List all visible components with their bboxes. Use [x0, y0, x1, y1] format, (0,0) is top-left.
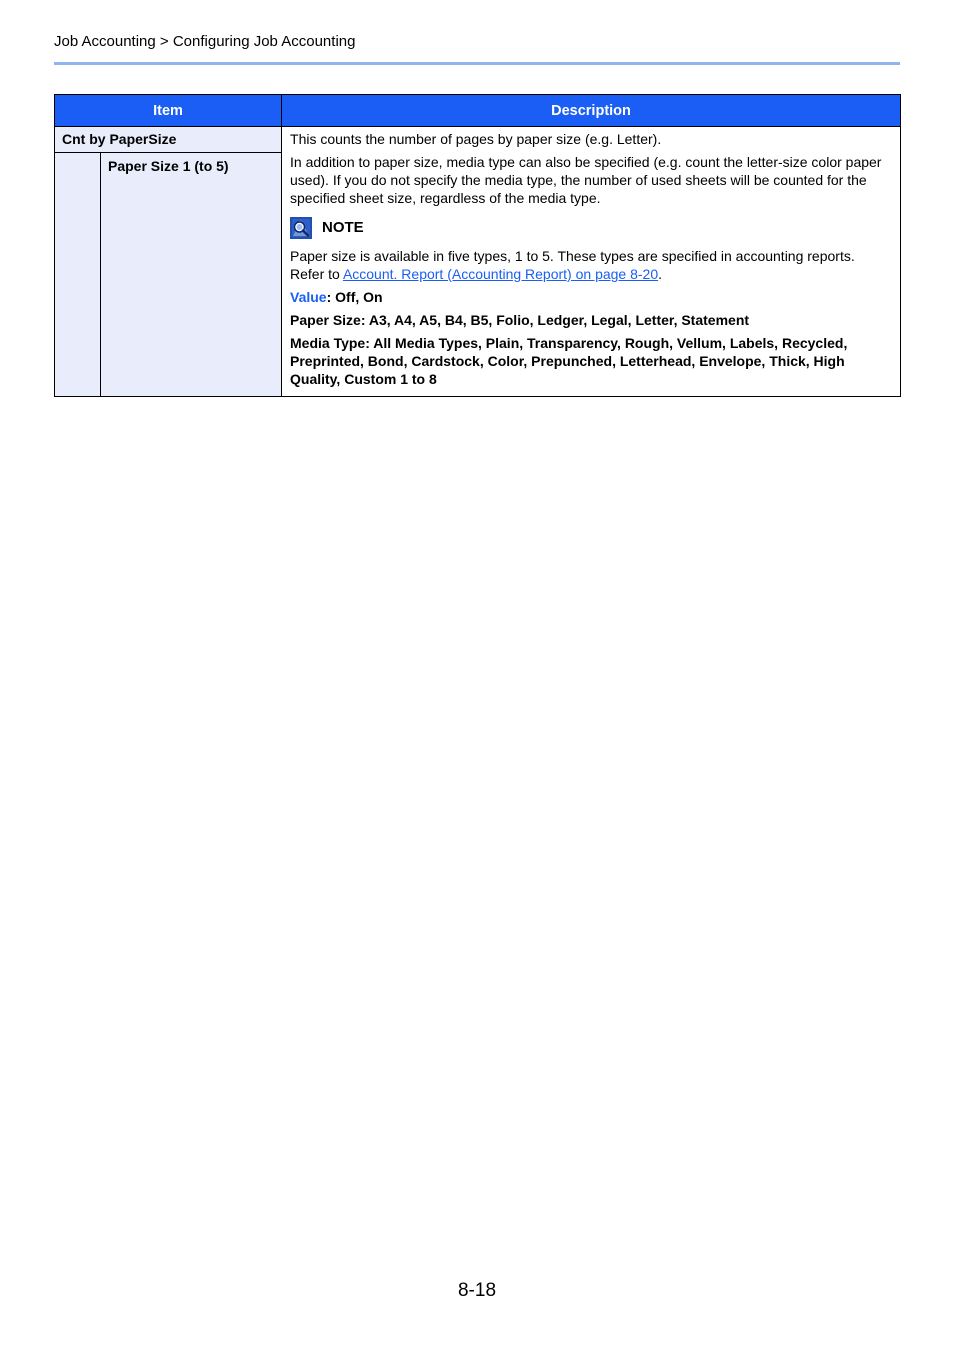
- description-summary: This counts the number of pages by paper size (e.g. Letter).: [290, 131, 662, 147]
- accounting-report-link[interactable]: Account. Report (Accounting Report) on page 8-20: [342, 266, 659, 282]
- table-header-row: [55, 95, 901, 127]
- note-magnifier-icon: [290, 217, 312, 239]
- item-paper-size-1-to-5: Paper Size 1 (to 5): [101, 153, 282, 397]
- paper-size-options: Paper Size: A3, A4, A5, B4, B5, Folio, Ledger, Legal, Letter, Statement: [290, 312, 750, 328]
- note-text: [290, 247, 892, 283]
- table-row: [55, 127, 901, 153]
- header-divider: [54, 62, 900, 65]
- indent-spacer: [55, 153, 101, 397]
- note-text-before-link: Paper size is available in five types, 1 to 5. These types are specified in accounting reports. Refer to: [290, 248, 855, 282]
- note-text-after-link: .: [658, 266, 663, 282]
- breadcrumb: Job Accounting > Configuring Job Accounting: [54, 33, 356, 50]
- page-number: 8-18: [457, 1280, 497, 1301]
- value-options: : Off, On: [326, 289, 383, 305]
- value-label: Value: [290, 289, 327, 305]
- description-detail: In addition to paper size, media type can also be specified (e.g. count the letter-size color paper used). If you do not specify the media type, the number of used sheets will be counted for the specified sheet size, regardless of the media type.: [290, 154, 882, 206]
- note-header: [290, 216, 892, 240]
- note-label: NOTE: [322, 219, 364, 236]
- value-line: [290, 288, 892, 306]
- settings-table: [54, 94, 901, 397]
- media-type-options: Media Type: All Media Types, Plain, Transparency, Rough, Vellum, Labels, Recycled, Preprinted, Bond, Cardstock, Color, Prepunched, Letterhead, Envelope, Thick, High Quality, Custom 1 to 8: [290, 335, 848, 387]
- item-cnt-by-papersize: Cnt by PaperSize: [55, 127, 282, 153]
- description-cell: [282, 127, 901, 397]
- column-header-item: Item: [55, 95, 282, 127]
- column-header-description: Description: [282, 95, 901, 127]
